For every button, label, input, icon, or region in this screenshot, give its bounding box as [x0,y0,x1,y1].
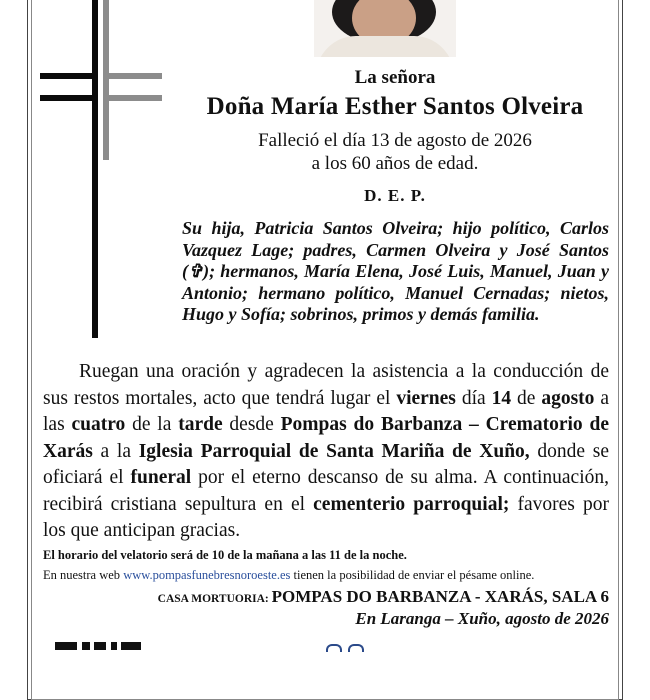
cross-vertical-gray [103,0,109,160]
bold-day: viernes [396,387,456,409]
text-segment: de la [125,414,179,435]
text-segment: donde se oficiará el [43,440,609,488]
qr-block [82,642,90,650]
text-segment: a las [43,387,610,435]
family-list: Su hija, Patricia Santos Olveira; hijo político, Carlos Vazquez Lage; padres, Carmen Olveira y José Santos (✞); hermanos, María Elena, José Luis, Manuel, Juan y Antonio; hermano político, Manuel Cernadas; nietos, Hugo y Sofía; sobrinos, primos y demás familia. [182,218,609,324]
website-link[interactable]: www.pompasfunebresnoroeste.es [123,568,291,582]
web-prefix: En nuestra web [43,568,124,582]
cross-bar-gray-top [108,73,162,79]
mortuary-value: POMPAS DO BARBANZA - XARÁS, SALA 6 [271,587,609,606]
text-segment: por el eterno descanso de su alma. A continuación, recibirá cristiana sepultura en el [43,467,609,515]
logo-arc [348,644,364,652]
text-segment: día [455,387,492,409]
bold-hour: cuatro [71,414,126,435]
text-segment: Ruegan una oración y agradecen la asistencia a la conducción de sus restos mortales, acto que tendrá lugar el [43,361,609,409]
bold-church: Iglesia Parroquial de Santa Mariña de Xuño, [138,440,530,462]
logo-arc [326,644,342,652]
text-segment: de [511,387,542,409]
photo-shoulders [316,36,454,57]
cross-bar-black-bottom [40,95,96,101]
mortuary-label: CASA MORTUORIA: [157,593,272,605]
dep: D. E. P. [364,186,426,205]
cross-bar-gray-bottom [108,95,162,101]
place-date: En Laranga – Xuño, agosto de 2026 [355,609,609,628]
qr-block [94,642,106,650]
bold-origin: Pompas do Barbanza – Crematorio de Xarás [43,414,609,462]
web-suffix: tienen la posibilidad de enviar el pésame online. [290,568,535,582]
bold-funeral: funeral [130,467,192,488]
portrait-photo [314,0,456,57]
bold-period: tarde [178,414,223,435]
qr-block [111,642,117,650]
funeral-home-logo-icon [318,642,374,650]
text-segment: favores por los que anticipan gracias. [43,493,609,541]
qr-block [55,642,77,650]
cross-vertical-black [92,0,98,338]
death-date: Falleció el día 13 de agosto de 2026 [258,130,532,151]
bold-cemetery: cementerio parroquial; [313,493,510,515]
mortuary-line [43,587,609,607]
title: La señora [354,67,436,88]
bold-date: 14 [491,387,512,409]
wake-hours: El horario del velatorio será de 10 de la mañana a las 11 de la noche. [43,548,407,562]
web-line [43,568,609,583]
age: a los 60 años de edad. [311,153,479,174]
text-segment: a la [92,440,139,462]
qr-code-icon [55,642,141,650]
ceremony-text [43,359,609,545]
cross-bar-black-top [40,73,96,79]
text-segment: desde [222,414,281,435]
deceased-name: Doña María Esther Santos Olveira [206,93,584,120]
bold-month: agosto [541,387,595,409]
qr-block [121,642,141,650]
